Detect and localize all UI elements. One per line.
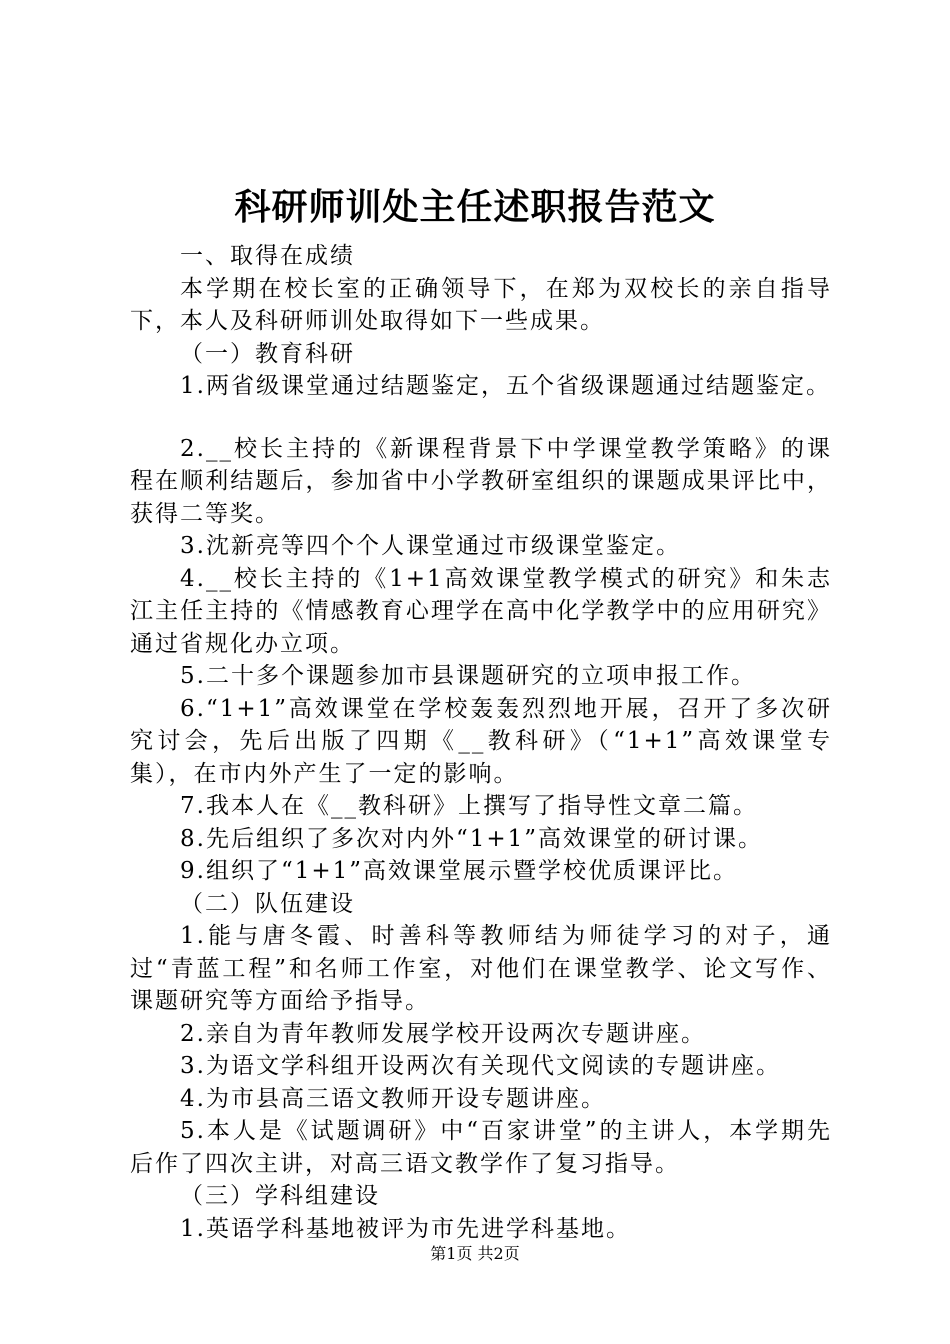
research-item-8: 8.先后组织了多次对内外“1+1”高效课堂的研讨课。 [180, 825, 763, 852]
intro-paragraph: 本学期在校长室的正确领导下，在郑为双校长的亲自指导下，本人及科研师训处取得如下一些成果。 [130, 275, 832, 334]
research-item-2: 2.__校长主持的《新课程背景下中学课堂教学策略》的课程在顺利结题后，参加省中小学教研室组织的课题成果评比中，获得二等奖。 [130, 435, 832, 527]
research-item-7: 7.我本人在《__教科研》上撰写了指导性文章二篇。 [180, 793, 758, 819]
subsection-heading-research: （一）教育科研 [180, 340, 355, 367]
research-item-5: 5.二十多个课题参加市县课题研究的立项申报工作。 [180, 663, 756, 689]
page-number-footer: 第1页 共2页 [430, 1244, 520, 1263]
research-item-3: 3.沈新亮等四个个人课堂通过市级课堂鉴定。 [180, 533, 681, 559]
research-item-6: 6.“1+1”高效课堂在学校轰轰烈烈地开展，召开了多次研究讨会，先后出版了四期《__教科研》（“1+1”高效课堂专集），在市内外产生了一定的影响。 [130, 695, 832, 787]
document-body [130, 240, 832, 1245]
team-item-5: 5.本人是《试题调研》中“百家讲堂”的主讲人，本学期先后作了四次主讲，对高三语文教学作了复习指导。 [130, 1118, 832, 1177]
team-item-4: 4.为市县高三语文教师开设专题讲座。 [180, 1085, 606, 1112]
discipline-item-1: 1.英语学科基地被评为市先进学科基地。 [180, 1215, 631, 1242]
subsection-heading-discipline: （三）学科组建设 [180, 1183, 380, 1209]
team-item-2: 2.亲自为青年教师发展学校开设两次专题讲座。 [180, 1020, 706, 1047]
section-heading-achievements: 一、取得在成绩 [180, 243, 355, 269]
subsection-heading-team: （二）队伍建设 [180, 890, 355, 917]
team-item-1: 1.能与唐冬霞、时善科等教师结为师徒学习的对子，通过“青蓝工程”和名师工作室，对他们在课堂教学、论文写作、课题研究等方面给予指导。 [130, 923, 832, 1014]
research-item-4: 4.__校长主持的《1+1高效课堂教学模式的研究》和朱志江主任主持的《情感教育心理学在高中化学教学中的应用研究》通过省规化办立项。 [130, 565, 832, 657]
document-title: 科研师训处主任述职报告范文 [234, 186, 716, 228]
research-item-9: 9.组织了“1+1”高效课堂展示暨学校优质课评比。 [180, 858, 738, 884]
team-item-3: 3.为语文学科组开设两次有关现代文阅读的专题讲座。 [180, 1053, 781, 1079]
research-item-1: 1.两省级课堂通过结题鉴定，五个省级课题通过结题鉴定。 [180, 373, 831, 399]
